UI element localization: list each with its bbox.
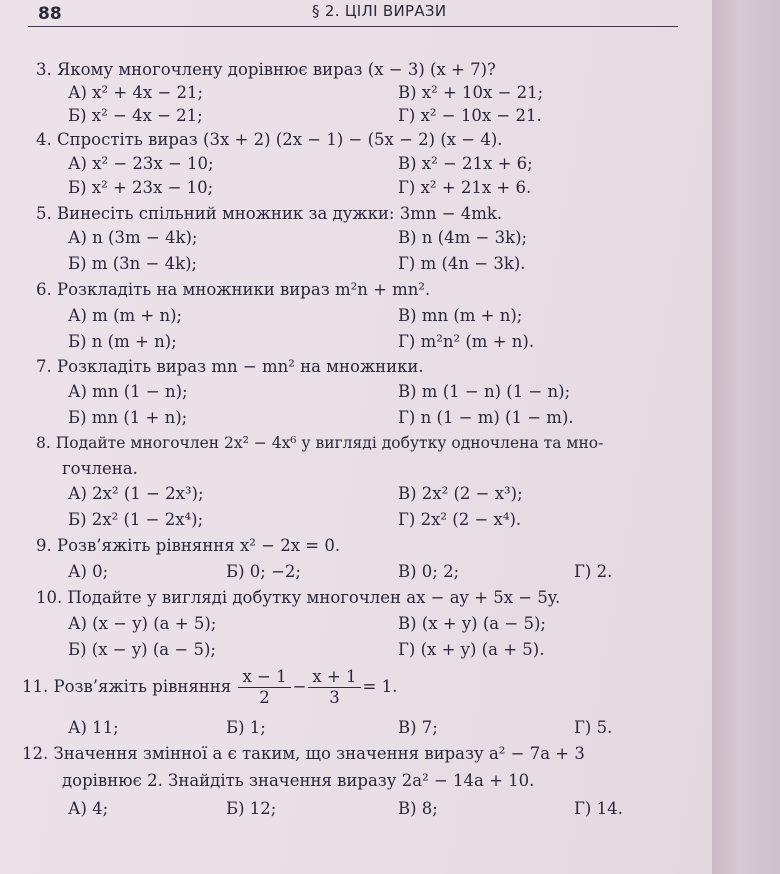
question-11 bbox=[22, 667, 397, 708]
q7-option-d: Г) n (1 − m) (1 − m). bbox=[398, 408, 574, 427]
q11-option-d: Г) 5. bbox=[574, 718, 613, 737]
q7-option-b: Б) mn (1 + n); bbox=[68, 408, 188, 427]
q10-option-a: А) (x − y) (a + 5); bbox=[68, 614, 217, 633]
fraction-2-denominator: 3 bbox=[329, 688, 340, 707]
minus-sign: − bbox=[292, 677, 307, 696]
q10-option-d: Г) (x + y) (a + 5). bbox=[398, 640, 545, 659]
q4-option-d: Г) x² + 21x + 6. bbox=[398, 178, 532, 197]
q5-option-d: Г) m (4n − 3k). bbox=[398, 254, 526, 273]
q4-option-b: Б) x² + 23x − 10; bbox=[68, 178, 214, 197]
q8-option-d: Г) 2x² (2 − x⁴). bbox=[398, 510, 522, 529]
fraction-1-denominator: 2 bbox=[259, 688, 270, 707]
q3-option-b: Б) x² − 4x − 21; bbox=[68, 106, 203, 125]
question-12-continuation: дорівнює 2. Знайдіть значення виразу 2a² − 14a + 10. bbox=[62, 771, 535, 790]
q6-option-b: Б) n (m + n); bbox=[68, 332, 177, 351]
question-8-continuation: гочлена. bbox=[62, 459, 138, 478]
q12-option-c: В) 8; bbox=[398, 799, 438, 818]
fraction-2-numerator: x + 1 bbox=[308, 667, 360, 688]
question-5: 5. Винесіть спільний множник за дужки: 3mn − 4mk. bbox=[36, 204, 503, 223]
question-6: 6. Розкладіть на множники вираз m²n + mn². bbox=[36, 280, 431, 299]
q6-option-a: А) m (m + n); bbox=[68, 306, 183, 325]
question-9: 9. Розв’яжіть рівняння x² − 2x = 0. bbox=[36, 536, 341, 555]
q3-option-d: Г) x² − 10x − 21. bbox=[398, 106, 542, 125]
question-3: 3. Якому многочлену дорівнює вираз (x − 3) (x + 7)? bbox=[36, 60, 496, 79]
page-edge bbox=[712, 0, 780, 874]
q9-option-b: Б) 0; −2; bbox=[226, 562, 301, 581]
q11-option-b: Б) 1; bbox=[226, 718, 266, 737]
q5-option-a: А) n (3m − 4k); bbox=[68, 228, 198, 247]
q7-option-a: А) mn (1 − n); bbox=[68, 382, 188, 401]
fraction-2 bbox=[308, 667, 360, 708]
q8-option-c: В) 2x² (2 − x³); bbox=[398, 484, 523, 503]
q6-option-c: В) mn (m + n); bbox=[398, 306, 523, 325]
q12-option-a: А) 4; bbox=[68, 799, 109, 818]
q9-option-a: А) 0; bbox=[68, 562, 109, 581]
question-8: 8. Подайте многочлен 2x² − 4x⁶ у вигляді добутку одночлена та мно- bbox=[36, 434, 604, 452]
question-11-text: 11. Розв’яжіть рівняння bbox=[22, 677, 232, 696]
fraction-1-numerator: x − 1 bbox=[238, 667, 290, 688]
q4-option-c: В) x² − 21x + 6; bbox=[398, 154, 533, 173]
q3-option-c: В) x² + 10x − 21; bbox=[398, 83, 544, 102]
question-12: 12. Значення змінної a є таким, що значення виразу a² − 7a + 3 bbox=[22, 744, 585, 763]
question-7: 7. Розкладіть вираз mn − mn² на множники. bbox=[36, 357, 424, 376]
q11-option-a: А) 11; bbox=[68, 718, 119, 737]
q8-option-a: А) 2x² (1 − 2x³); bbox=[68, 484, 204, 503]
equation-rhs: = 1. bbox=[362, 677, 398, 696]
q5-option-b: Б) m (3n − 4k); bbox=[68, 254, 198, 273]
q6-option-d: Г) m²n² (m + n). bbox=[398, 332, 535, 351]
q9-option-d: Г) 2. bbox=[574, 562, 613, 581]
q10-option-b: Б) (x − y) (a − 5); bbox=[68, 640, 216, 659]
q5-option-c: В) n (4m − 3k); bbox=[398, 228, 528, 247]
fraction-1 bbox=[238, 667, 290, 708]
section-title: § 2. ЦІЛІ ВИРАЗИ bbox=[312, 2, 447, 20]
page-number: 88 bbox=[38, 4, 62, 24]
q4-option-a: А) x² − 23x − 10; bbox=[68, 154, 214, 173]
header-rule bbox=[28, 26, 678, 27]
q12-option-d: Г) 14. bbox=[574, 799, 623, 818]
q8-option-b: Б) 2x² (1 − 2x⁴); bbox=[68, 510, 204, 529]
q3-option-a: А) x² + 4x − 21; bbox=[68, 83, 204, 102]
question-4: 4. Спростіть вираз (3x + 2) (2x − 1) − (5x − 2) (x − 4). bbox=[36, 130, 503, 149]
question-10: 10. Подайте у вигляді добутку многочлен ax − ay + 5x − 5y. bbox=[36, 588, 561, 607]
q10-option-c: В) (x + y) (a − 5); bbox=[398, 614, 546, 633]
q11-option-c: В) 7; bbox=[398, 718, 438, 737]
q7-option-c: В) m (1 − n) (1 − n); bbox=[398, 382, 571, 401]
q12-option-b: Б) 12; bbox=[226, 799, 277, 818]
q9-option-c: В) 0; 2; bbox=[398, 562, 460, 581]
